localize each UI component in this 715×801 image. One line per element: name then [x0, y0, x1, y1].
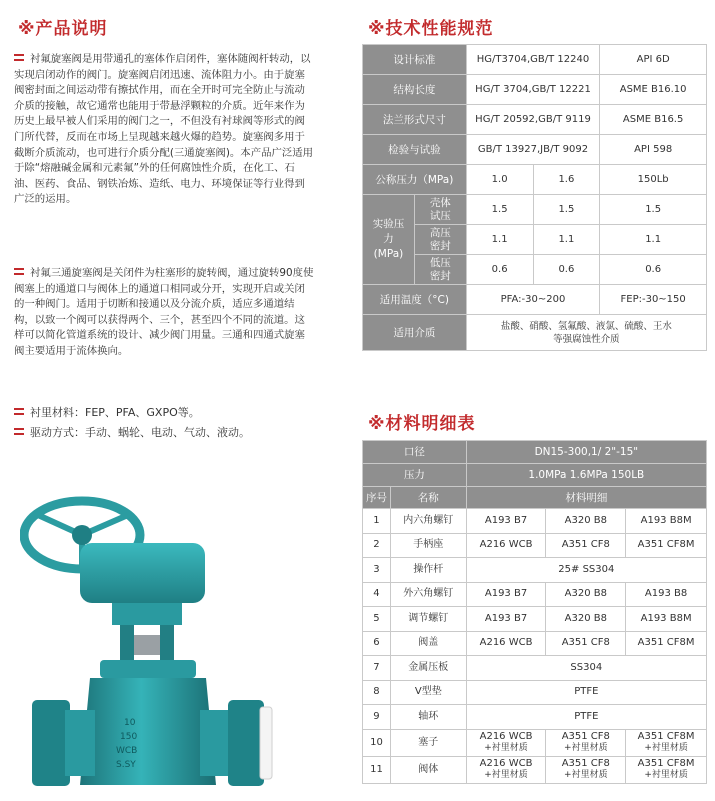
material-value: A351 CF8: [561, 637, 610, 649]
material-value: A351 CF8: [561, 758, 610, 769]
spec-cell: HG/T 3704,GB/T 12221: [466, 75, 600, 105]
material-cell: [546, 607, 626, 632]
lining-material-line: [14, 404, 200, 420]
material-value: A193 B7: [484, 612, 528, 624]
spec-row: [363, 315, 707, 351]
table-row: [363, 729, 707, 756]
table-row: [363, 509, 707, 534]
table-row: [363, 533, 707, 558]
spec-row-label: 适用温度（°C): [363, 285, 467, 315]
spec-cell: 0.6: [600, 255, 707, 285]
spec-row: [363, 75, 707, 105]
table-row: [363, 656, 707, 681]
material-cell: [626, 607, 707, 632]
material-cell: 25# SS304: [466, 558, 706, 583]
spec-cell: 1.0: [466, 165, 533, 195]
paragraph-1-text: 衬氟旋塞阀是用带通孔的塞体作启闭件，塞体随阀杆转动，以实现启闭动作的阀门。旋塞阀启闭迅速、流体阻力小。由于旋塞阀密封面之间运动带有擦拭作用，而在全开时可完全防止与流动介质的接触，故它通常也能用于带悬浮颗粒的介质。近年来作为历史上最早被人们采用的阀门之一，不但没有衬球阀等形式的阀门所代替，反而在市场上呈现越来越火爆的趋势。旋塞阀多用于截断介质流动，也可进行介质分配(三通旋塞阀)。本产品广泛适用于除“熔融碱金属和元素氟”外的任何腐蚀性介质，在化工、石油、医药、食品、钢铁冶炼、造纸、电力、环境保证等行业得到广泛的运用。: [14, 53, 314, 206]
row-number: 9: [363, 705, 391, 730]
part-name: 手柄座: [390, 533, 466, 558]
spec-cell: 0.6: [466, 255, 533, 285]
material-cell: [466, 607, 546, 632]
bullet-icon: [14, 54, 24, 61]
material-value: A193 B8: [644, 588, 688, 600]
part-name: 操作杆: [390, 558, 466, 583]
spec-cell: GB/T 13927,JB/T 9092: [466, 135, 600, 165]
part-name: 外六角螺钉: [390, 582, 466, 607]
spec-cell: 盐酸、硝酸、氢氟酸、液氯、硫酸、王水等强腐蚀性介质: [466, 315, 706, 351]
row-number: 7: [363, 656, 391, 681]
material-value: A216 WCB: [479, 758, 533, 769]
part-name: 轴环: [390, 705, 466, 730]
part-name: 阀体: [390, 756, 466, 783]
material-value: A351 CF8M: [637, 731, 695, 742]
lining-note: +衬里材质: [564, 743, 608, 753]
spec-sub-label: 高压密封: [414, 225, 466, 255]
spec-row-label: 设计标准: [363, 45, 467, 75]
spec-cell: 1.5: [466, 195, 533, 225]
spec-cell: PFA:-30~200: [466, 285, 600, 315]
description-paragraph-2: [14, 266, 314, 360]
lining-material-text: 衬里材料：FEP、PFA、GXPO等。: [30, 406, 200, 419]
material-cell: PTFE: [466, 680, 706, 705]
valve-body-icon: [80, 678, 216, 785]
spec-sub-label: 低压密封: [414, 255, 466, 285]
spec-row-label: 法兰形式尺寸: [363, 105, 467, 135]
column-header-no: 序号: [363, 487, 391, 509]
material-value: A193 B8M: [640, 612, 692, 624]
spec-row-label: 公称压力（MPa): [363, 165, 467, 195]
material-cell: [626, 756, 707, 783]
spec-row-label: 适用介质: [363, 315, 467, 351]
part-name: 阀盖: [390, 631, 466, 656]
material-cell: [546, 509, 626, 534]
material-cell: [626, 631, 707, 656]
material-cell: [466, 533, 546, 558]
material-value: A320 B8: [564, 588, 607, 600]
material-cell: SS304: [466, 656, 706, 681]
material-value: A216 WCB: [479, 539, 533, 551]
lining-note: +衬里材质: [564, 770, 608, 780]
product-description-title: ※产品说明: [18, 19, 108, 39]
gearbox-icon: [80, 543, 205, 603]
material-cell: [546, 631, 626, 656]
materials-header-row: [363, 487, 707, 509]
valve-mark-3: WCB: [116, 746, 138, 756]
material-cell: [546, 533, 626, 558]
spec-row: [363, 135, 707, 165]
material-value: A216 WCB: [479, 731, 533, 742]
plug-valve-image: [20, 485, 320, 801]
spec-cell: API 598: [600, 135, 707, 165]
spec-cell: API 6D: [600, 45, 707, 75]
caliber-label: 口径: [363, 441, 467, 464]
spec-cell: 150Lb: [600, 165, 707, 195]
materials-title: ※材料明细表: [368, 414, 476, 434]
table-row: [363, 558, 707, 583]
spec-cell: 1.6: [533, 165, 600, 195]
lining-note: +衬里材质: [644, 743, 688, 753]
material-value: A351 CF8M: [637, 539, 695, 551]
spec-cell: 1.5: [533, 195, 600, 225]
flange-left-icon: [32, 700, 70, 786]
pressure-label: 压力: [363, 464, 467, 487]
spec-row: [363, 105, 707, 135]
material-cell: [466, 509, 546, 534]
part-name: 金属压板: [390, 656, 466, 681]
material-value: A193 B8M: [640, 514, 692, 526]
material-value: A320 B8: [564, 514, 607, 526]
drive-mode-line: [14, 424, 250, 440]
bullet-icon: [14, 268, 24, 275]
spec-row: [363, 195, 707, 225]
material-cell: [626, 729, 707, 756]
material-value: A193 B7: [484, 514, 528, 526]
material-cell: [546, 729, 626, 756]
spec-cell: 0.6: [533, 255, 600, 285]
spec-cell: 1.1: [600, 225, 707, 255]
table-row: [363, 705, 707, 730]
description-paragraph-1: [14, 52, 314, 208]
material-cell: PTFE: [466, 705, 706, 730]
spec-cell: FEP:-30~150: [600, 285, 707, 315]
spec-cell: 1.1: [533, 225, 600, 255]
row-number: 3: [363, 558, 391, 583]
materials-row: [363, 441, 707, 464]
materials-row: [363, 464, 707, 487]
material-cell: [466, 756, 546, 783]
table-row: [363, 680, 707, 705]
material-cell: [546, 756, 626, 783]
material-cell: [466, 631, 546, 656]
materials-table: [362, 440, 707, 784]
spec-cell: 1.5: [600, 195, 707, 225]
row-number: 5: [363, 607, 391, 632]
material-cell: [466, 582, 546, 607]
spec-row-label: 结构长度: [363, 75, 467, 105]
row-number: 10: [363, 729, 391, 756]
material-cell: [626, 533, 707, 558]
material-value: A320 B8: [564, 612, 607, 624]
spec-row: [363, 225, 707, 255]
paragraph-2-text: 衬氟三通旋塞阀是关闭件为柱塞形的旋转阀，通过旋转90度使阀塞上的通道口与阀体上的通道口相同或分开，实现开启或关闭的一种阀门。适用于切断和接通以及分流介质，适应多通道结构，以致一个阀可以获得两个、三个，甚至四个不同的流道。这样可以简化管道系统的设计、减少阀门用量。三通和四通式旋塞阀主要适用于流体换向。: [14, 267, 314, 357]
table-row: [363, 607, 707, 632]
flange-right-icon: [228, 700, 264, 786]
drive-mode-text: 驱动方式：手动、蜗轮、电动、气动、液动。: [30, 426, 250, 439]
valve-mark-4: S.SY: [116, 760, 136, 770]
material-value: A216 WCB: [479, 637, 533, 649]
spec-sub-label: 壳体试压: [414, 195, 466, 225]
material-value: A351 CF8: [561, 539, 610, 551]
ptfe-lining-icon: [260, 707, 272, 779]
material-value: A351 CF8M: [637, 637, 695, 649]
row-number: 6: [363, 631, 391, 656]
material-value: A193 B7: [484, 588, 528, 600]
material-cell: [546, 582, 626, 607]
material-value: A351 CF8M: [637, 758, 695, 769]
material-cell: [466, 729, 546, 756]
spec-cell: HG/T3704,GB/T 12240: [466, 45, 600, 75]
spec-row-label: 检验与试验: [363, 135, 467, 165]
pressure-value: 1.0MPa 1.6MPa 150LB: [466, 464, 706, 487]
spec-row: [363, 165, 707, 195]
lining-note: +衬里材质: [484, 770, 528, 780]
part-name: 内六角螺钉: [390, 509, 466, 534]
column-header-detail: 材料明细: [466, 487, 706, 509]
bullet-icon: [14, 428, 24, 435]
spec-row: [363, 255, 707, 285]
row-number: 2: [363, 533, 391, 558]
test-pressure-label: 实验压力(MPa): [363, 195, 415, 285]
row-number: 4: [363, 582, 391, 607]
row-number: 11: [363, 756, 391, 783]
spec-cell: ASME B16.5: [600, 105, 707, 135]
spec-row: [363, 45, 707, 75]
spec-cell: ASME B16.10: [600, 75, 707, 105]
material-value: A351 CF8: [561, 731, 610, 742]
bullet-icon: [14, 408, 24, 415]
spec-cell: 1.1: [466, 225, 533, 255]
lining-note: +衬里材质: [644, 770, 688, 780]
table-row: [363, 631, 707, 656]
row-number: 1: [363, 509, 391, 534]
row-number: 8: [363, 680, 391, 705]
spec-table: [362, 44, 707, 351]
table-row: [363, 756, 707, 783]
table-row: [363, 582, 707, 607]
lining-note: +衬里材质: [484, 743, 528, 753]
part-name: 塞子: [390, 729, 466, 756]
valve-mark-1: 10: [124, 718, 136, 728]
part-name: V型垫: [390, 680, 466, 705]
part-name: 调节螺钉: [390, 607, 466, 632]
column-header-name: 名称: [390, 487, 466, 509]
caliber-value: DN15-300,1/ 2"-15": [466, 441, 706, 464]
spec-title: ※技术性能规范: [368, 19, 494, 39]
spec-cell: HG/T 20592,GB/T 9119: [466, 105, 600, 135]
material-cell: [626, 582, 707, 607]
valve-mark-2: 150: [120, 732, 138, 742]
material-cell: [626, 509, 707, 534]
spec-row: [363, 285, 707, 315]
